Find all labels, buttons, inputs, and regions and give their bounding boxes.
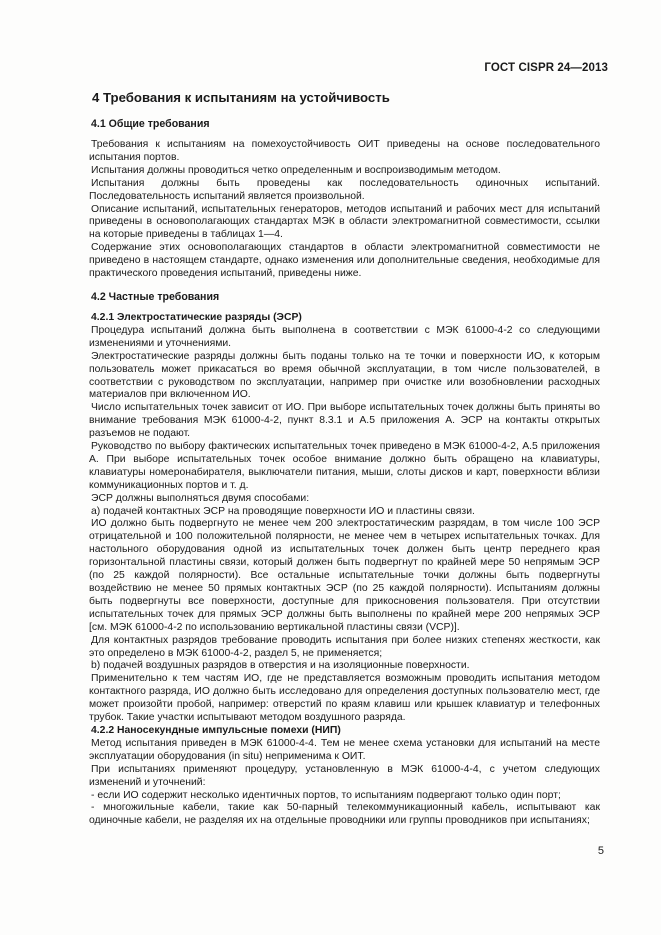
particular-requirements-heading: 4.2 Частные требования (91, 290, 220, 303)
paragraph: Метод испытания приведен в МЭК 61000-4-4. Тем не менее схема установки для испытаний на месте эксплуатации оборудования (in situ) неприменима к ОИТ. (89, 737, 600, 762)
document-body (89, 90, 600, 828)
list-item: а) подачей контактных ЭСР на проводящие поверхности ИО и пластины связи. (91, 505, 475, 517)
list-item: b) подачей воздушных разрядов в отверстия и на изоляционные поверхности. (91, 660, 470, 672)
paragraph: Описание испытаний, испытательных генераторов, методов испытаний и рабочих мест для испытаний приведены в основополагающих стандартах МЭК в области электромагнитной совместимости, ссылки на которые приведены в таблицах 1—4. (89, 203, 600, 241)
paragraph: Требования к испытаниям на помехоустойчивость ОИТ приведены на основе последовательного испытания портов. (89, 139, 600, 163)
paragraph: Испытания должны быть проведены как последовательность одиночных испытаний. Последовательность испытаний является произвольной. (89, 177, 600, 202)
paragraph: Число испытательных точек зависит от ИО. При выборе испытательных точек должны быть приняты во внимание требования МЭК 61000-4-2, пункт 8.3.1 и А.5 приложения А. ЭСР на контакты открытых разъемов не подают. (89, 402, 600, 440)
esd-heading: 4.2.1 Электростатические разряды (ЭСР) (91, 311, 302, 323)
paragraph: ИО должно быть подвергнуто не менее чем 200 электростатическим разрядам, в том числе 100 ЭСР отрицательной и 100 положительной полярности, не менее чем в четырех испытательных точках. Для настольного оборудования одной из испытательных точек должен быть центр переднего края горизонтальной пластины связи, который должен быть подвергнут по крайней мере 50 непрямым ЭСР (по 25 каждой полярности). Все остальные испытательные точки должны быть подвергнуты воздействию не менее 50 прямых контактных ЭСР (по 25 каждой полярности). Испытаниям должны быть подвергнуты все поверхности, доступные для прикосновения пользователя. При отсутствии испытательных точек для прямых ЭСР должны быть выполнены по крайней мере 200 непрямых ЭСР [см. МЭК 61000-4-2 по использованию вертикальной пластины связи (VCP)]. (89, 518, 600, 633)
list-item: - если ИО содержит несколько идентичных портов, то испытаниям подвергают только один порт; (91, 789, 561, 801)
general-requirements-heading: 4.1 Общие требования (91, 118, 210, 130)
ns-pulses-heading: 4.2.2 Наносекундные импульсные помехи (НИП) (91, 724, 341, 736)
paragraph: Для контактных разрядов требование проводить испытания при более низких степенях жесткости, как это определено в МЭК 61000-4-2, раздел 5, не применяется; (89, 634, 600, 659)
page-number: 5 (597, 845, 604, 857)
standard-number: ГОСТ CISPR 24—2013 (484, 62, 608, 74)
paragraph: Применительно к тем частям ИО, где не представляется возможным проводить испытания методом контактного разряда, ИО должно быть исследовано для определения доступных пользователю мест, где может произойти пробой, например: отверстий по краям клавиш или крышек клавиатур и телефонных трубок. Такие участки испытывают методом воздушного разряда. (89, 673, 600, 724)
list-item: - многожильные кабели, такие как 50-парный телекоммуникационный кабель, испытывают как одиночные кабели, не разделяя их на отдельные проводники или группы проводников при испытаниях; (89, 802, 600, 827)
paragraph: Процедура испытаний должна быть выполнена в соответствии с МЭК 61000-4-2 со следующими изменениями и уточнениями. (89, 324, 600, 349)
paragraph: ЭСР должны выполняться двумя способами: (91, 492, 310, 504)
paragraph: Руководство по выбору фактических испытательных точек приведено в МЭК 61000-4-2, А.5 приложения А. При выборе испытательных точек особое внимание должно быть обращено на клавиатуры, клавиатуры номеронабирателя, выключатели питания, мыши, слоты дисков и карт, поверхности вблизи коммуникационных портов и т. д. (89, 441, 600, 491)
paragraph: Содержание этих основополагающих стандартов в области электромагнитной совместимости не приведено в настоящем стандарте, однако изменения или дополнительные сведения, необходимые для практического проведения испытаний, приведены ниже. (89, 242, 600, 280)
paragraph: Электростатические разряды должны быть поданы только на те точки и поверхности ИО, к которым пользователь может прикасаться во время обычной эксплуатации, в том числе пользователей, в соответствии с руководством по эксплуатации, например при очистке или возобновлении расходных материалов при включенном ИО. (89, 350, 600, 401)
section-title: 4 Требования к испытаниям на устойчивость (92, 90, 390, 105)
paragraph: При испытаниях применяют процедуру, установленную в МЭК 61000-4-4, с учетом следующих изменений и уточнений: (89, 763, 600, 788)
paragraph: Испытания должны проводиться четко определенным и воспроизводимым методом. (91, 164, 501, 176)
